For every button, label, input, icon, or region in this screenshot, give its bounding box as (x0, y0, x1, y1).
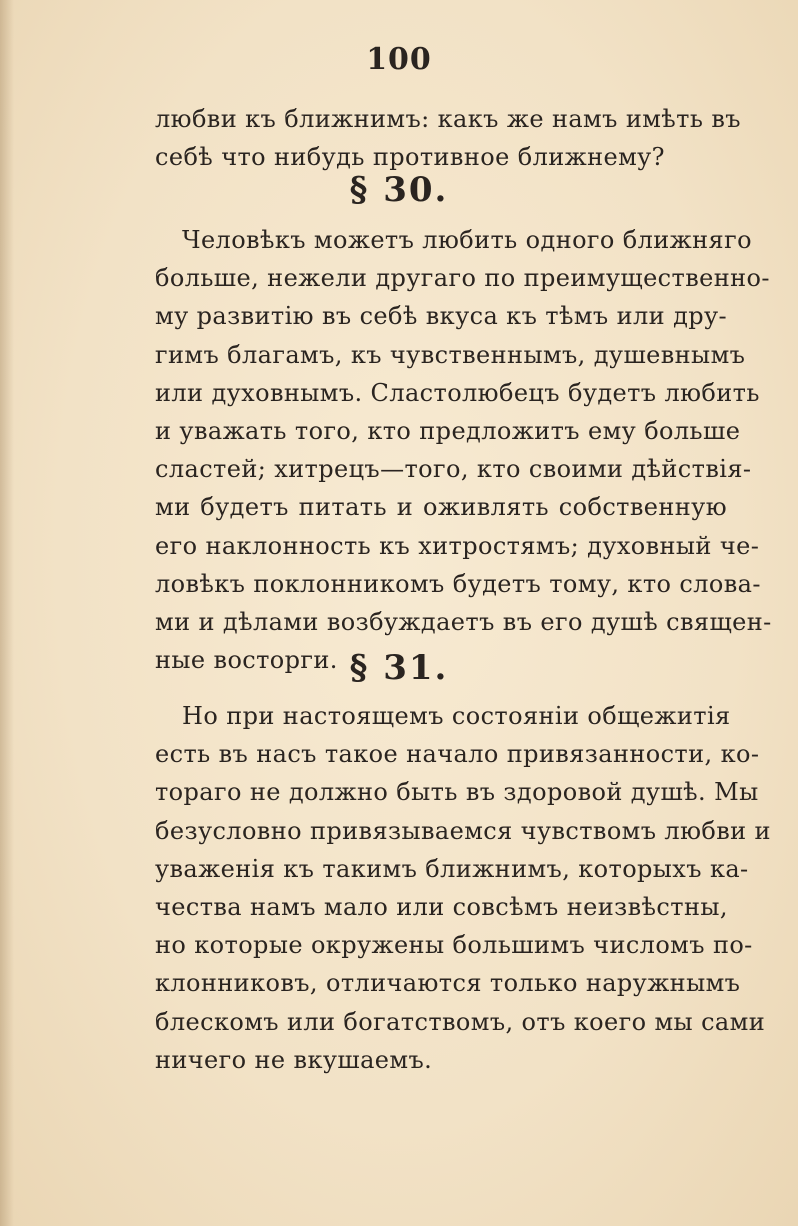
page-number: 100 (366, 42, 432, 77)
text-line: ми и дѣлами возбуждаетъ въ его душѣ священ- (155, 608, 772, 637)
text-line: ловѣкъ поклонникомъ будетъ тому, кто слова- (155, 569, 761, 598)
text-line: и уважать того, кто предложитъ ему больше (155, 417, 741, 446)
text-line: тораго не должно быть въ здоровой душѣ. Мы (155, 778, 759, 807)
text-line: себѣ что нибудь противное ближнему? (155, 143, 665, 172)
text-line: клонниковъ, отличаются только наружнымъ (155, 969, 741, 998)
section-heading-30: § 30. (349, 170, 449, 210)
section-heading-31: § 31. (349, 648, 449, 688)
text-line: блескомъ или богатствомъ, отъ коего мы сами (155, 1007, 766, 1036)
text-line: Человѣкъ можетъ любить одного ближняго (182, 226, 752, 254)
text-line: уваженія къ такимъ ближнимъ, которыхъ ка- (155, 854, 749, 883)
text-line: есть въ насъ такое начало привязанности, ко- (155, 740, 760, 769)
text-line: ми будетъ питать и оживлять собственную (155, 493, 727, 522)
text-line: но которые окружены большимъ числомъ по- (155, 931, 753, 960)
text-line: любви къ ближнимъ: какъ же намъ имѣть въ (155, 105, 741, 133)
section-30-paragraph (155, 221, 772, 679)
text-line: ничего не вкушаемъ. (155, 1045, 433, 1074)
text-line: его наклонность къ хитростямъ; духовный че- (155, 531, 760, 560)
intro-paragraph (155, 100, 741, 176)
text-line: сластей; хитрецъ—того, кто своими дѣйствія- (155, 455, 752, 484)
text-line: ные восторги. (155, 646, 338, 675)
text-line: чества намъ мало или совсѣмъ неизвѣстны, (155, 893, 728, 922)
text-line: Но при настоящемъ состояніи общежитія (182, 702, 731, 730)
text-line: или духовнымъ. Сластолюбецъ будетъ любить (155, 378, 760, 407)
text-line: больше, нежели другаго по преимущественно- (155, 264, 770, 293)
text-line: му развитію въ себѣ вкуса къ тѣмъ или дру- (155, 302, 728, 331)
section-31-paragraph (155, 697, 771, 1079)
text-line: безусловно привязываемся чувствомъ любви и (155, 816, 771, 845)
text-line: гимъ благамъ, къ чувственнымъ, душевнымъ (155, 340, 746, 369)
